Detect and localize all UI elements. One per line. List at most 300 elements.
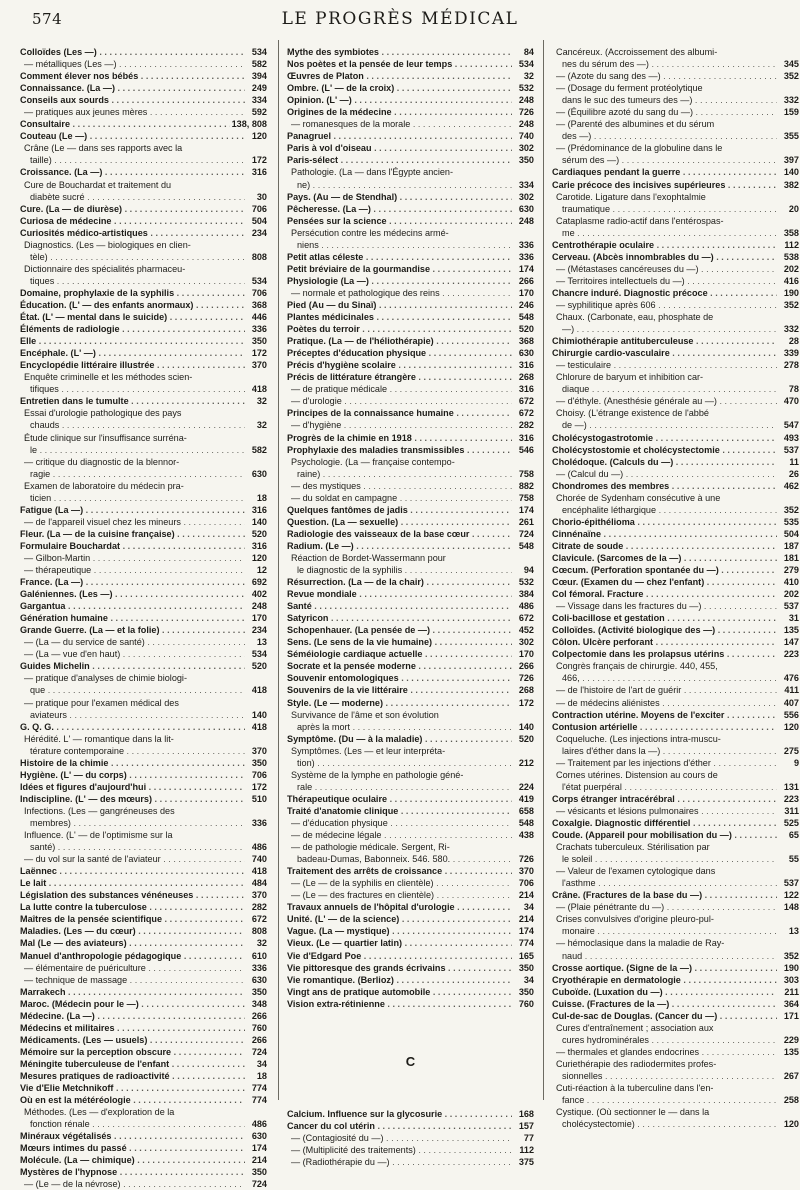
section-letter: C bbox=[405, 1053, 416, 1069]
entry-text: Travaux annuels de l'hôpital d'urologie . . . bbox=[287, 901, 512, 913]
page-reference: 135 bbox=[783, 1046, 799, 1057]
entry-text: Cuisse. (Fractures de la —) . . . bbox=[552, 998, 777, 1010]
page-reference: 131 bbox=[783, 781, 799, 792]
index-entry bbox=[552, 287, 799, 299]
index-entry bbox=[287, 865, 534, 877]
entry-text: Côlon. Ulcère perforant . . . bbox=[552, 636, 777, 648]
index-entry bbox=[552, 1022, 799, 1034]
page-reference: 268 bbox=[518, 685, 534, 696]
page-header bbox=[0, 0, 800, 36]
index-entry bbox=[20, 335, 267, 347]
index-entry bbox=[20, 359, 267, 371]
index-entry bbox=[20, 227, 267, 239]
entry-text: Indiscipline. (L' — des mœurs) . . . bbox=[20, 793, 245, 805]
index-entry-continuation bbox=[552, 94, 799, 106]
entry-text: État. (L' — mental dans le suicide) . . . bbox=[20, 311, 245, 323]
page-reference: 77 bbox=[523, 1132, 534, 1143]
entry-text: Symptômes. (Les — et leur interpréta- bbox=[291, 745, 446, 756]
page-reference: 336 bbox=[251, 818, 267, 828]
entry-text: encéphalite léthargique . . . bbox=[552, 504, 777, 516]
page-reference: 187 bbox=[783, 540, 799, 551]
index-entry bbox=[287, 82, 534, 94]
page-reference: 535 bbox=[783, 516, 799, 527]
entry-text: Mesures pratiques de radioactivité . . . bbox=[20, 1070, 245, 1082]
section-spacer bbox=[287, 1010, 534, 1044]
index-entry bbox=[552, 576, 799, 588]
page-reference: 407 bbox=[783, 697, 799, 708]
index-entry bbox=[287, 552, 534, 564]
entry-text: — pratique pour l'examen médical des bbox=[24, 697, 179, 708]
index-entry bbox=[552, 395, 799, 407]
index-entry bbox=[20, 962, 267, 974]
index-entry-continuation bbox=[552, 227, 799, 239]
index-entry bbox=[552, 191, 799, 203]
page-reference: 214 bbox=[251, 1155, 267, 1166]
page-reference: 384 bbox=[518, 589, 534, 600]
index-entry bbox=[20, 347, 267, 359]
page-reference: 345 bbox=[783, 59, 799, 70]
entry-text: le . . . bbox=[20, 444, 245, 456]
page-reference: 537 bbox=[783, 444, 799, 455]
page-reference: 311 bbox=[784, 805, 799, 816]
index-entry bbox=[287, 58, 534, 70]
page-reference: 120 bbox=[251, 552, 267, 563]
index-entry bbox=[20, 432, 267, 444]
page-reference: 630 bbox=[251, 468, 267, 479]
index-entry bbox=[287, 588, 534, 600]
index-entry-continuation bbox=[552, 1034, 799, 1046]
page-reference: 170 bbox=[251, 613, 267, 624]
index-entry-continuation bbox=[552, 203, 799, 215]
index-entry bbox=[287, 287, 534, 299]
entry-text: Cures d'entraînement ; association aux bbox=[556, 1022, 714, 1033]
entry-text: Cystique. (Où sectionner le — dans la bbox=[556, 1107, 710, 1118]
index-entry bbox=[287, 684, 534, 696]
index-entry bbox=[20, 624, 267, 636]
index-entry bbox=[20, 395, 267, 407]
index-entry bbox=[552, 757, 799, 769]
index-entry bbox=[552, 709, 799, 721]
page-reference: 302 bbox=[518, 143, 534, 154]
index-entry bbox=[20, 986, 267, 998]
entry-text: — (Dosage du ferment protéolytique bbox=[556, 83, 703, 94]
page-reference: 140 bbox=[251, 516, 267, 527]
page-reference: 452 bbox=[518, 625, 534, 636]
entry-text: niens . . . bbox=[287, 239, 512, 251]
index-entry bbox=[20, 46, 267, 58]
page-reference: 397 bbox=[783, 155, 799, 166]
entry-text: Colloïdes (Les —) . . . bbox=[20, 46, 245, 58]
entry-text: Œuvres de Platon . . . bbox=[287, 70, 512, 82]
page-reference: 165 bbox=[518, 950, 534, 961]
entry-text: — (Le — de la syphilis en clientèle) . . . bbox=[287, 877, 512, 889]
index-entry bbox=[20, 263, 267, 275]
entry-text: Thérapeutique oculaire . . . bbox=[287, 793, 512, 805]
page-reference: 266 bbox=[251, 1010, 267, 1021]
entry-text: — Vissage dans les fractures du —) . . . bbox=[552, 600, 777, 612]
entry-text: — (Multiplicité des traitements) . . . bbox=[287, 1144, 512, 1156]
entry-text: — (Azote du sang des —) . . . bbox=[552, 70, 777, 82]
entry-text: Consultaire . . . bbox=[20, 118, 230, 130]
index-entry bbox=[20, 504, 267, 516]
entry-text: Gargantua . . . bbox=[20, 600, 245, 612]
index-entry-continuation bbox=[552, 504, 799, 516]
index-entry-continuation bbox=[552, 1070, 799, 1082]
entry-text: cholécystectomie) . . . bbox=[552, 1118, 777, 1130]
page-reference: 332 bbox=[783, 324, 799, 335]
index-entry bbox=[552, 263, 799, 275]
page-reference: 223 bbox=[783, 793, 799, 804]
page-reference: 181 bbox=[783, 552, 799, 563]
page-reference: 486 bbox=[251, 842, 267, 853]
page-reference: 532 bbox=[518, 577, 534, 588]
entry-text: —) . . . bbox=[552, 323, 777, 335]
page-reference: 419 bbox=[518, 793, 534, 804]
entry-text: Elle . . . bbox=[20, 335, 245, 347]
index-entry bbox=[552, 82, 799, 94]
index-entry bbox=[287, 1156, 534, 1168]
entry-text: Idées et figures d'aujourd'hui . . . bbox=[20, 781, 245, 793]
entry-text: Survivance de l'âme et son évolution bbox=[291, 709, 439, 720]
page-reference: 34 bbox=[523, 974, 534, 985]
entry-text: Entretien dans le tumulte . . . bbox=[20, 395, 245, 407]
entry-text: Essai d'urologie pathologique des pays bbox=[24, 408, 182, 419]
entry-text: membres) . . . bbox=[20, 817, 245, 829]
index-entry bbox=[287, 166, 534, 178]
page-reference: 556 bbox=[783, 709, 799, 720]
page-reference: 726 bbox=[518, 854, 534, 865]
index-entry bbox=[20, 371, 267, 383]
page-reference: 760 bbox=[518, 998, 534, 1009]
page-reference: 504 bbox=[251, 215, 267, 226]
page-reference: 282 bbox=[518, 420, 534, 431]
page-reference: 774 bbox=[251, 1083, 267, 1094]
entry-text: tion) . . . bbox=[287, 757, 512, 769]
index-entry bbox=[287, 251, 534, 263]
index-entry bbox=[287, 660, 534, 672]
index-entry bbox=[552, 215, 799, 227]
index-entry bbox=[287, 612, 534, 624]
index-entry bbox=[552, 889, 799, 901]
index-entry bbox=[287, 383, 534, 395]
index-entry-continuation bbox=[20, 492, 267, 504]
index-entry bbox=[287, 805, 534, 817]
page-reference: 94 bbox=[523, 565, 534, 576]
entry-text: fance . . . bbox=[552, 1094, 777, 1106]
page-reference: 350 bbox=[518, 986, 534, 997]
page-reference: 316 bbox=[251, 167, 267, 178]
entry-text: Laënnec . . . bbox=[20, 865, 245, 877]
index-entry bbox=[287, 371, 534, 383]
page-reference: 486 bbox=[251, 1119, 267, 1130]
page-reference: 350 bbox=[251, 986, 267, 997]
index-entry bbox=[552, 444, 799, 456]
entry-text: — (Le — des fractures en clientèle) . . . bbox=[287, 889, 512, 901]
entry-text: Enquête criminelle et les méthodes scien- bbox=[24, 372, 193, 383]
entry-text: — de médecins aliénistes . . . bbox=[552, 697, 777, 709]
page-reference: 122 bbox=[783, 890, 799, 901]
index-entry bbox=[552, 600, 799, 612]
index-entry-continuation bbox=[552, 1118, 799, 1130]
index-entry bbox=[20, 974, 267, 986]
entry-text: Encyclopédie littéraire illustrée . . . bbox=[20, 359, 245, 371]
entry-text: Pathologie. (La — dans l'Égypte ancien- bbox=[291, 167, 453, 178]
index-entry bbox=[20, 793, 267, 805]
index-entry-continuation bbox=[287, 179, 534, 191]
entry-text: Traitement des arrêts de croissance . . . bbox=[287, 865, 512, 877]
page-reference: 692 bbox=[251, 577, 267, 588]
index-entry bbox=[552, 46, 799, 58]
entry-text: Minéraux végétalisés . . . bbox=[20, 1130, 245, 1142]
page-reference: 706 bbox=[251, 203, 267, 214]
page-reference: 31 bbox=[788, 613, 799, 624]
index-entry bbox=[552, 937, 799, 949]
index-entry bbox=[20, 1070, 267, 1082]
entry-text: Réaction de Bordet-Wassermann pour bbox=[291, 552, 446, 563]
page-reference: 266 bbox=[518, 661, 534, 672]
page-reference: 352 bbox=[783, 299, 799, 310]
index-entry bbox=[287, 925, 534, 937]
entry-text: — pratique d'analyses de chimie biologi- bbox=[24, 673, 187, 684]
page-reference: 352 bbox=[783, 504, 799, 515]
page-reference: 740 bbox=[518, 131, 534, 142]
entry-text: Cholécystogastrotomie . . . bbox=[552, 432, 777, 444]
page-reference: 174 bbox=[518, 926, 534, 937]
index-entry bbox=[20, 323, 267, 335]
index-entry bbox=[287, 648, 534, 660]
index-entry bbox=[287, 118, 534, 130]
page-reference: 32 bbox=[256, 420, 267, 431]
entry-text: des —) . . . bbox=[552, 130, 777, 142]
index-entry bbox=[20, 1094, 267, 1106]
entry-text: Schopenhauer. (La pensée de —) . . . bbox=[287, 624, 512, 636]
index-entry bbox=[20, 733, 267, 745]
page-reference: 416 bbox=[783, 275, 799, 286]
entry-text: Coqueluche. (Les injections intra-muscu- bbox=[556, 733, 721, 744]
entry-text: Maladies. (Les — du cœur) . . . bbox=[20, 925, 245, 937]
index-entry bbox=[552, 275, 799, 287]
entry-text: Vie pittoresque des grands écrivains . . . bbox=[287, 962, 512, 974]
entry-text: Ombre. (L' — de la croix) . . . bbox=[287, 82, 512, 94]
index-entry-continuation bbox=[552, 672, 799, 684]
page-reference: 55 bbox=[788, 854, 799, 865]
index-entry-continuation bbox=[20, 383, 267, 395]
index-entry bbox=[552, 660, 799, 672]
entry-text: Contusion artérielle . . . bbox=[552, 721, 777, 733]
index-entry bbox=[287, 576, 534, 588]
page-number: 574 bbox=[32, 10, 63, 28]
page-reference: 538 bbox=[783, 251, 799, 262]
page-reference: 382 bbox=[783, 179, 799, 190]
index-column-2 bbox=[287, 46, 534, 1168]
entry-text: Panagruel . . . bbox=[287, 130, 512, 142]
entry-text: Médecins et militaires . . . bbox=[20, 1022, 245, 1034]
entry-text: monaire . . . bbox=[552, 925, 777, 937]
page-reference: 135 bbox=[783, 625, 799, 636]
page-reference: 30 bbox=[256, 191, 267, 202]
page-reference: 234 bbox=[251, 227, 267, 238]
index-entry bbox=[552, 733, 799, 745]
page-reference: 546 bbox=[518, 444, 534, 455]
column-divider bbox=[278, 40, 279, 1100]
entry-text: Cancer du col utérin . . . bbox=[287, 1120, 512, 1132]
index-entry-continuation bbox=[20, 684, 267, 696]
index-entry bbox=[552, 492, 799, 504]
index-entry bbox=[287, 962, 534, 974]
page-reference: 302 bbox=[518, 191, 534, 202]
entry-text: — pratiques aux jeunes mères . . . bbox=[20, 106, 245, 118]
entry-text: Maroc. (Médecin pour le —) . . . bbox=[20, 998, 245, 1010]
page-reference: 548 bbox=[518, 818, 534, 828]
page-reference: 358 bbox=[783, 227, 799, 238]
page-reference: 202 bbox=[783, 589, 799, 600]
page-reference: 352 bbox=[783, 71, 799, 82]
index-entry-continuation bbox=[20, 745, 267, 757]
page-reference: 402 bbox=[251, 589, 267, 600]
index-entry bbox=[287, 359, 534, 371]
index-entry-continuation bbox=[20, 419, 267, 431]
entry-text: — Traitement par les injections d'éther . . . bbox=[552, 757, 777, 769]
index-entry bbox=[20, 1082, 267, 1094]
entry-text: diaque . . . bbox=[552, 383, 777, 395]
page-reference: 706 bbox=[251, 769, 267, 780]
page-reference: 774 bbox=[251, 1095, 267, 1106]
page-reference: 32 bbox=[523, 71, 534, 82]
index-entry bbox=[552, 456, 799, 468]
entry-text: Colloïdes. (Activité biologique des —) . . . bbox=[552, 624, 777, 636]
index-entry bbox=[287, 986, 534, 998]
page-reference: 316 bbox=[518, 384, 534, 395]
entry-text: diabète sucré . . . bbox=[20, 191, 245, 203]
page-reference: 190 bbox=[783, 287, 799, 298]
page-reference: 484 bbox=[251, 878, 267, 889]
index-entry bbox=[552, 407, 799, 419]
index-entry bbox=[552, 793, 799, 805]
index-entry bbox=[552, 528, 799, 540]
page-reference: 316 bbox=[251, 504, 267, 515]
index-entry bbox=[287, 697, 534, 709]
page-reference: 706 bbox=[251, 287, 267, 298]
page-reference: 211 bbox=[784, 986, 799, 997]
index-entry bbox=[287, 624, 534, 636]
index-entry bbox=[552, 636, 799, 648]
page-reference: 336 bbox=[518, 251, 534, 262]
entry-text: Crachats tuberculeux. Stérilisation par bbox=[556, 842, 710, 853]
entry-text: Opinion. (L' —) . . . bbox=[287, 94, 512, 106]
page-reference: 537 bbox=[783, 601, 799, 612]
index-entry bbox=[287, 480, 534, 492]
page-reference: 13 bbox=[788, 926, 799, 937]
page-reference: 336 bbox=[251, 962, 267, 973]
entry-text: — élémentaire de puériculture . . . bbox=[20, 962, 245, 974]
page-reference: 112 bbox=[784, 239, 799, 250]
entry-text: Crises convulsives d'origine pleuro-pul- bbox=[556, 914, 714, 925]
entry-text: Progrès de la chimie en 1918 . . . bbox=[287, 432, 512, 444]
index-entry bbox=[287, 998, 534, 1010]
entry-text: Principes de la connaissance humaine . . . bbox=[287, 407, 512, 419]
entry-text: nes du sérum des —) . . . bbox=[552, 58, 777, 70]
index-entry bbox=[20, 889, 267, 901]
page-reference: 520 bbox=[518, 733, 534, 744]
page-reference: 534 bbox=[251, 47, 267, 57]
index-entry bbox=[287, 1108, 534, 1120]
index-entry-continuation bbox=[20, 444, 267, 456]
entry-text: Méningite tuberculeuse de l'enfant . . . bbox=[20, 1058, 245, 1070]
index-entry bbox=[287, 142, 534, 154]
page-reference: 411 bbox=[784, 685, 799, 696]
page-reference: 332 bbox=[783, 95, 799, 106]
entry-text: santé) . . . bbox=[20, 841, 245, 853]
index-entry bbox=[287, 130, 534, 142]
index-entry bbox=[20, 576, 267, 588]
index-entry-continuation bbox=[552, 58, 799, 70]
page-reference: 13 bbox=[256, 637, 267, 648]
entry-text: laires d'éther dans la —) . . . bbox=[552, 745, 777, 757]
page-reference: 266 bbox=[251, 1034, 267, 1045]
entry-text: Curiosa de médecine . . . bbox=[20, 215, 245, 227]
page-reference: 78 bbox=[788, 384, 799, 395]
page-reference: 438 bbox=[518, 830, 534, 841]
index-entry bbox=[287, 1144, 534, 1156]
entry-text: Chimiothérapie antituberculeuse . . . bbox=[552, 335, 777, 347]
index-entry bbox=[287, 419, 534, 431]
entry-text: Radiologie des vaisseaux de la base cœur . . . bbox=[287, 528, 512, 540]
entry-text: Sens. (Le sens de la vie humaine) . . . bbox=[287, 636, 512, 648]
index-entry bbox=[552, 468, 799, 480]
page-reference: 370 bbox=[251, 890, 267, 901]
entry-text: Mémoire sur la perception obscure . . . bbox=[20, 1046, 245, 1058]
index-entry bbox=[287, 769, 534, 781]
page-reference: 470 bbox=[783, 396, 799, 407]
entry-text: Comment élever nos bébés . . . bbox=[20, 70, 245, 82]
page-reference: 248 bbox=[251, 601, 267, 612]
index-entry bbox=[20, 239, 267, 251]
page-reference: 537 bbox=[783, 878, 799, 889]
entry-text: Petit bréviaire de la gourmandise . . . bbox=[287, 263, 512, 275]
page-reference: 34 bbox=[256, 1058, 267, 1069]
entry-text: Crosse aortique. (Signe de la —) . . . bbox=[552, 962, 777, 974]
index-entry bbox=[20, 564, 267, 576]
entry-text: ne) . . . bbox=[287, 179, 512, 191]
entry-text: de —) . . . bbox=[552, 419, 777, 431]
entry-text: Cholécystostomie et cholécystectomie . . . bbox=[552, 444, 777, 456]
entry-text: Vie d'Edgard Poe . . . bbox=[287, 950, 512, 962]
entry-text: Pêcheresse. (La —) . . . bbox=[287, 203, 512, 215]
page-reference: 26 bbox=[788, 468, 799, 479]
page-reference: 316 bbox=[251, 540, 267, 551]
page-reference: 302 bbox=[518, 637, 534, 648]
entry-text: Souvenirs de la vie littéraire . . . bbox=[287, 684, 512, 696]
index-entry bbox=[20, 937, 267, 949]
page-reference: 370 bbox=[518, 866, 534, 877]
index-entry bbox=[552, 552, 799, 564]
index-entry bbox=[20, 901, 267, 913]
entry-text: G. Q. G. . . . bbox=[20, 721, 245, 733]
entry-text: traumatique . . . bbox=[552, 203, 777, 215]
index-entry bbox=[287, 311, 534, 323]
index-entry bbox=[552, 347, 799, 359]
page-reference: 172 bbox=[251, 781, 267, 792]
index-entry bbox=[20, 106, 267, 118]
index-entry bbox=[552, 1106, 799, 1118]
entry-text: le soleil . . . bbox=[552, 853, 777, 865]
index-column-1 bbox=[20, 46, 267, 1190]
page-reference: 534 bbox=[518, 59, 534, 70]
entry-text: Cardiaques pendant la guerre . . . bbox=[552, 166, 777, 178]
entry-text: Méthodes. (Les — d'exploration de la bbox=[24, 1107, 175, 1118]
entry-text: que . . . bbox=[20, 684, 245, 696]
index-entry bbox=[287, 70, 534, 82]
